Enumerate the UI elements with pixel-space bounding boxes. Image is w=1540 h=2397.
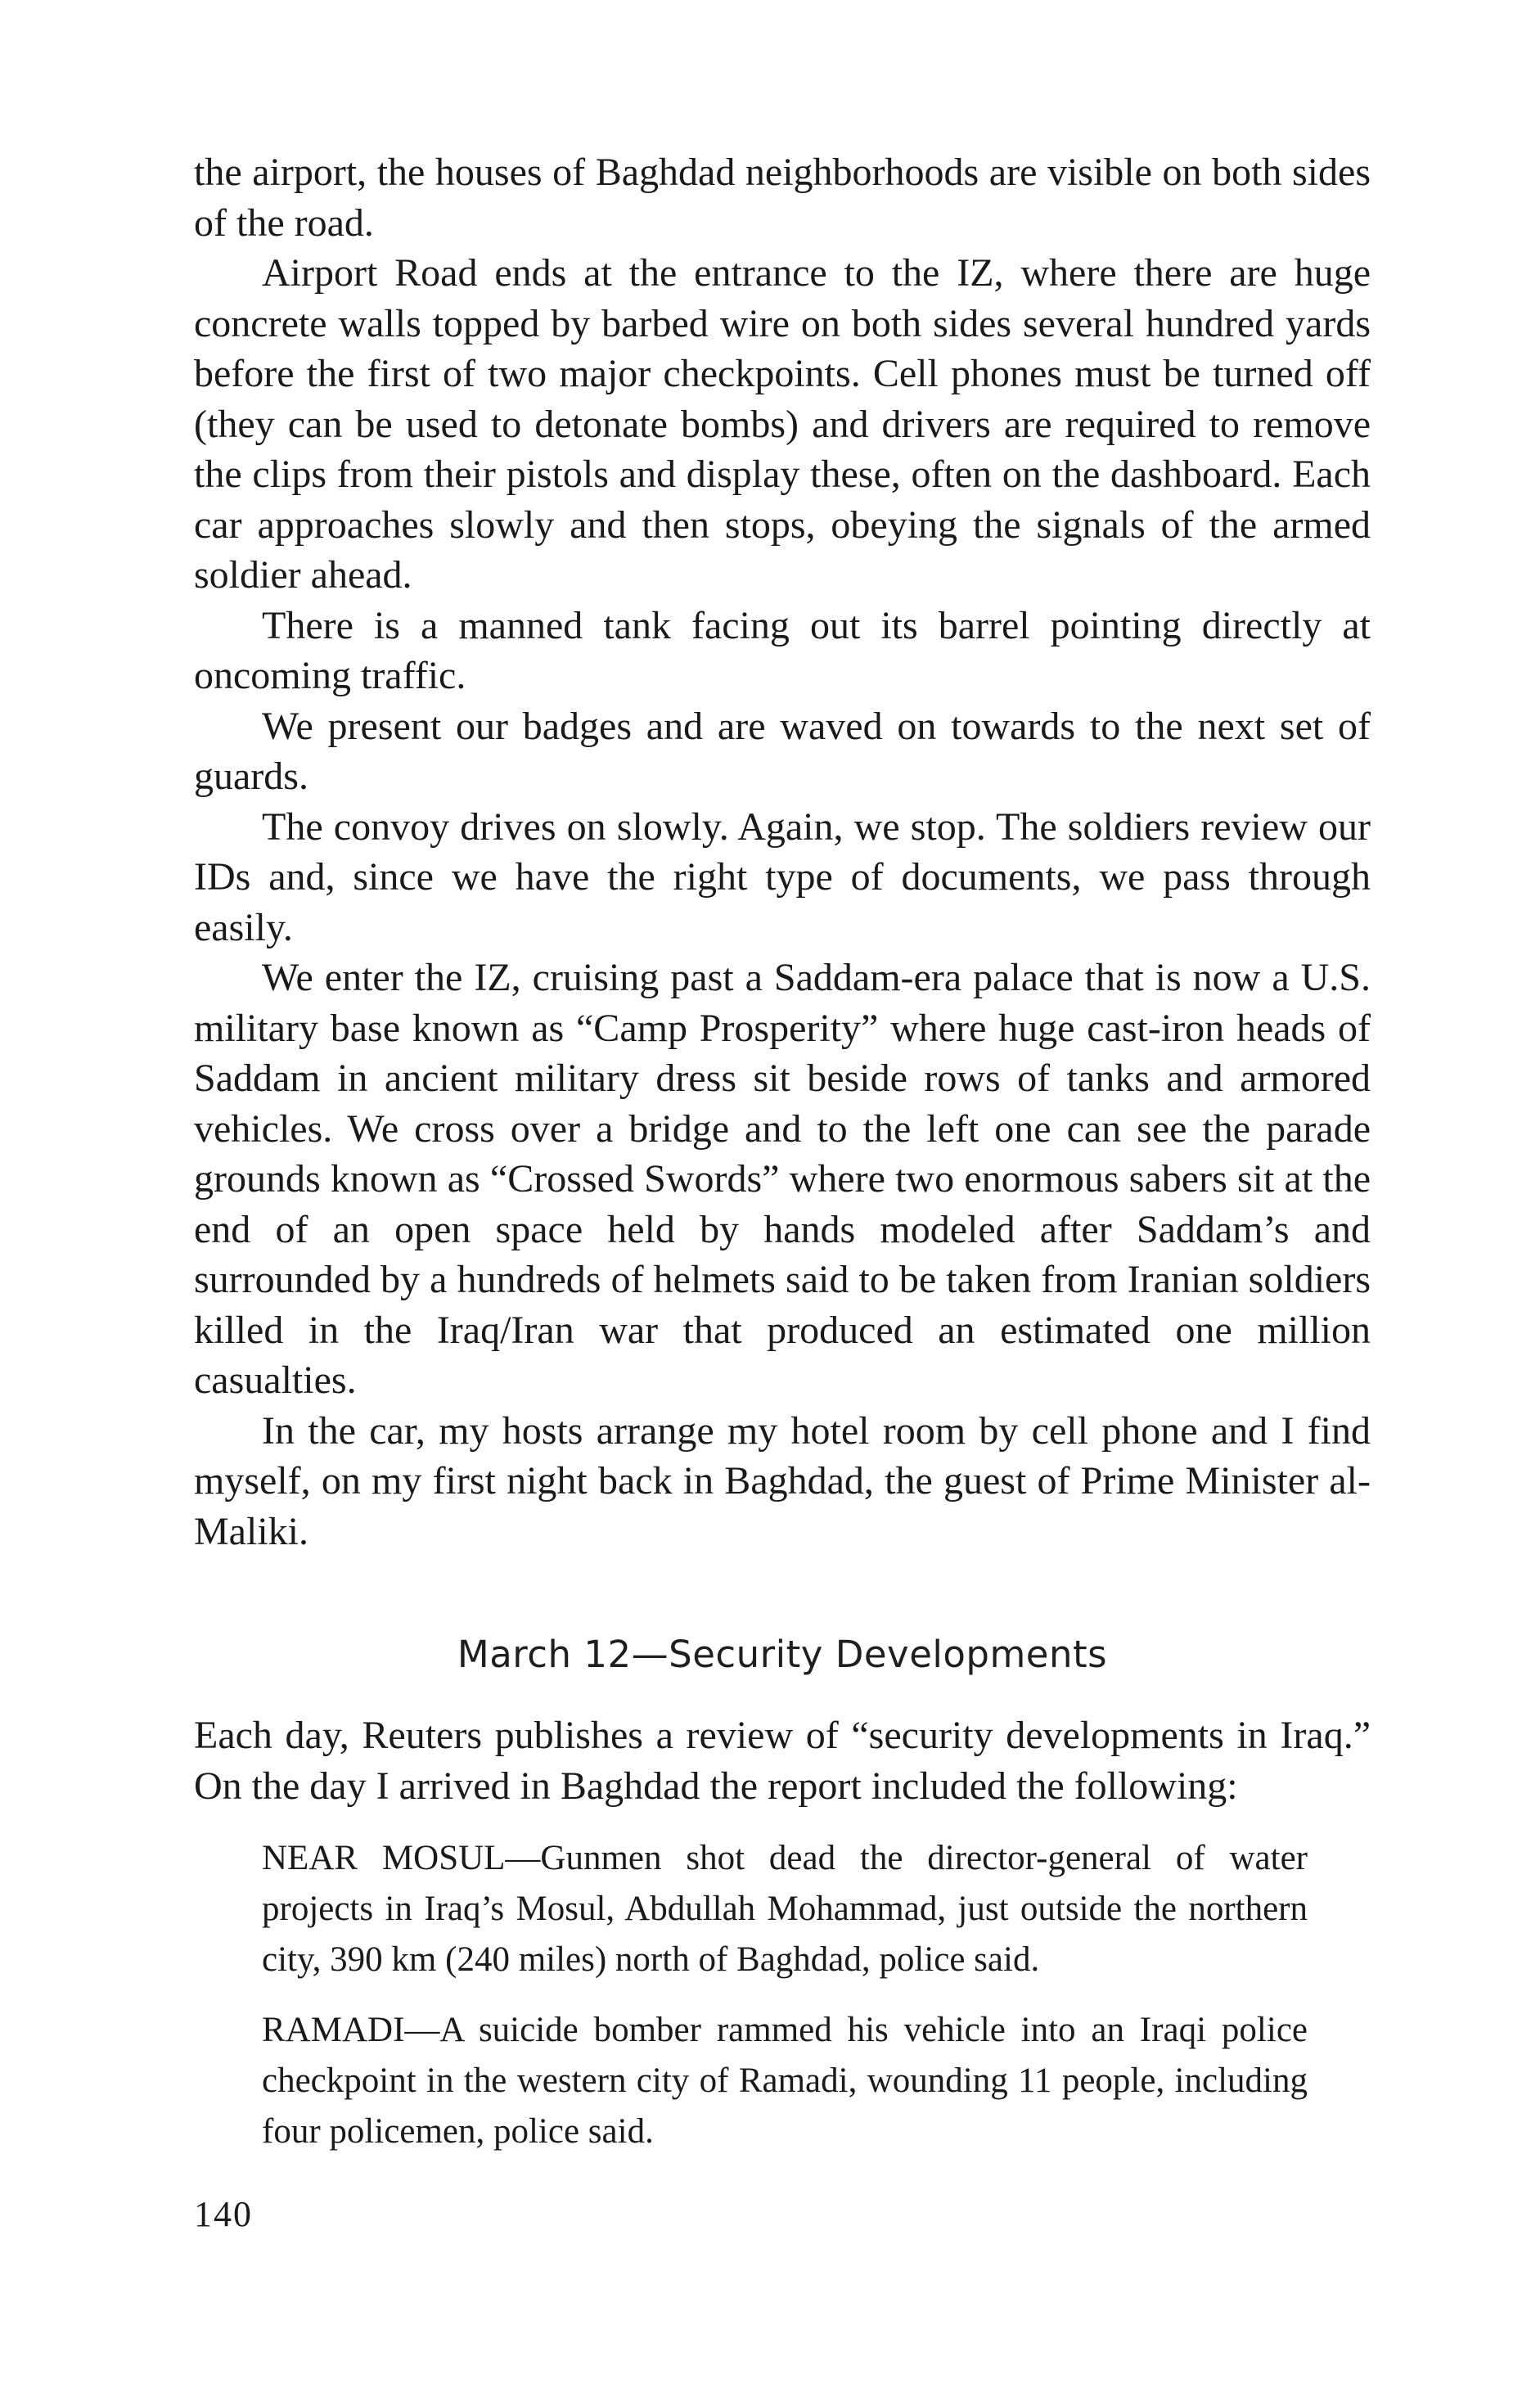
quote-ramadi: RAMADI—A suicide bomber rammed his vehicle into an Iraqi police checkpoint in the western city of Ramadi, wounding 11 people, including four policemen, police said. (262, 2011, 1308, 2151)
paragraph-convoy: The convoy drives on slowly. Again, we stop. The soldiers review our IDs and, since we have the right type of documents, we pass through easily. (194, 804, 1371, 949)
section-heading: March 12—Security Developments (457, 1633, 1108, 1676)
page-number: 140 (194, 2194, 253, 2234)
section-intro (194, 1710, 1371, 1811)
paragraph-enter-iz: We enter the IZ, cruising past a Saddam-era palace that is now a U.S. military base known as “Camp Prosperity” where huge cast-iron heads of Saddam in ancient military dress sit beside rows of tanks and armored vehicles. We cross over a bridge and to the left one can see the parade grounds known as “Crossed Swords” where two enormous sabers sit at the end of an open space held by hands modeled after Saddam’s and surrounded by a hundreds of helmets said to be taken from Iranian soldiers killed in the Iraq/Iran war that produced an estimated one million casualties. (194, 956, 1371, 1402)
paragraph-tank: There is a manned tank facing out its barrel pointing directly at oncoming traffic. (194, 603, 1371, 697)
paragraph-badges: We present our badges and are waved on towards to the next set of guards. (194, 704, 1371, 798)
quote-near-mosul: NEAR MOSUL—Gunmen shot dead the director-general of water projects in Iraq’s Mosul, Abdullah Mohammad, just outside the northern city, 390 km (240 miles) north of Baghdad, police said. (262, 1839, 1308, 1979)
body-text (194, 147, 1371, 1557)
block-quote (262, 1833, 1308, 2177)
paragraph-airport-road: Airport Road ends at the entrance to the IZ, where there are huge concrete walls topped by barbed wire on both sides several hundred yards before the first of two major checkpoints. Cell phones must be turned off (they can be used to detonate bombs) and drivers are required to remove the clips from their pistols and display these, often on the dashboard. Each car approaches slowly and then stops, obeying the signals of the armed soldier ahead. (194, 251, 1371, 597)
intro-paragraph: Each day, Reuters publishes a review of “security developments in Iraq.” On the day I arrived in Baghdad the report included the following: (194, 1714, 1371, 1808)
paragraph-hotel: In the car, my hosts arrange my hotel room by cell phone and I find myself, on my first night back in Baghdad, the guest of Prime Minister al-Maliki. (194, 1408, 1371, 1553)
paragraph-airport-continuation: the airport, the houses of Baghdad neighborhoods are visible on both sides of the road. (194, 151, 1371, 245)
